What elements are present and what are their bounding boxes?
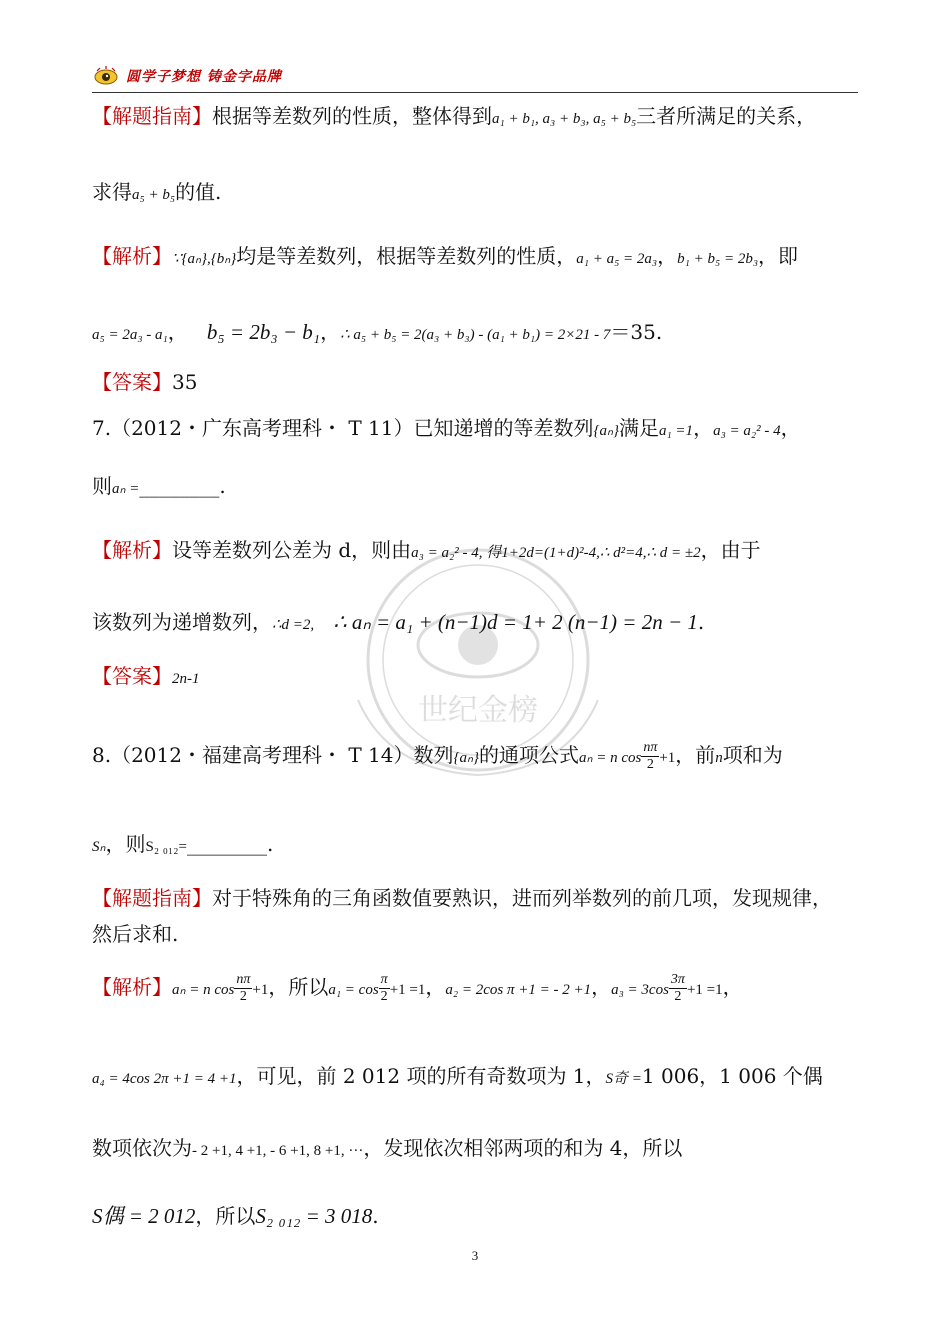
q6-guide-line-1: 【解题指南】根据等差数列的性质，整体得到a₁ + b₁, a₃ + b₃, a₅ + b₅三者所满足的关系， xyxy=(92,104,817,128)
q8-guide-line-1: 【解题指南】对于特殊角的三角函数值要熟识，进而列举数列的前几项，发现规律， xyxy=(92,886,832,910)
fraction: $\frac{n\pi}{2}$ xyxy=(643,740,658,773)
q7-solution-line-2: 该数列为递增数列，∴d =2, ∴ aₙ = a₁ + (n−1)d = 1+ 2 (n−1) = 2n − 1. xyxy=(92,610,705,634)
math-expr: a₁ + b₁, a₃ + b₃, a₅ + b₅ xyxy=(492,111,637,127)
page-header xyxy=(92,64,858,93)
solution-tag: 【解析】 xyxy=(92,975,172,1000)
q8-stem-line-1: 8.（2012・福建高考理科・ T 14）数列{aₙ}的通项公式aₙ = n cos $\frac{n\pi}{2}$ +1，前n项和为 xyxy=(92,740,783,773)
q8-stem-line-2: Sₙ，则S₂ ₀₁₂=________. xyxy=(92,832,274,856)
fraction: $\frac{n\pi}{2}$ xyxy=(236,972,251,1005)
q6-solution-line-2: a₅ = 2a₃ - a₁， b₅ = 2b₃ − b₁，∴ a₅ + b₅ = 2(a₃ + b₃) - (a₁ + b₁) = 2×21 - 7＝35. xyxy=(92,320,663,344)
q7-solution-line-1: 【解析】设等差数列公差为 d，则由a₃ = a₂² - 4, 得1+2d=(1+d)²-4,∴ d²=4,∴ d = ±2，由于 xyxy=(92,538,761,562)
q8-solution-line-1: 【解析】aₙ = n cos $\frac{n\pi}{2}$ +1，所以a₁ = cos $\frac{\pi}{2}$ +1 =1，a₂ = 2cos π +1 = - 2 +1，a₃ = 3cos $\frac{3\pi}{2}$ +1 =1， xyxy=(92,972,743,1005)
fraction: $\frac{3\pi}{2}$ xyxy=(670,972,685,1005)
guide-tag: 【解题指南】 xyxy=(92,104,212,128)
q8-solution-line-2: a₄ = 4cos 2π +1 = 4 +1，可见，前 2 012 项的所有奇数项为 1，S奇 =1 006，1 006 个偶 xyxy=(92,1064,823,1088)
fraction: $\frac{\pi}{2}$ xyxy=(380,972,388,1005)
answer-tag: 【答案】 xyxy=(92,664,172,688)
q8-solution-line-4: S偶 = 2 012，所以S₂ ₀₁₂ = 3 018. xyxy=(92,1204,379,1228)
watermark-text: 世纪金榜 xyxy=(418,693,538,728)
q7-answer: 【答案】2n-1 xyxy=(92,664,200,688)
guide-tag: 【解题指南】 xyxy=(92,886,212,910)
q8-guide-line-2: 然后求和. xyxy=(92,922,179,946)
q6-guide-line-2: 求得a₅ + b₅的值. xyxy=(92,180,222,204)
q7-stem-line-2: 则aₙ =________. xyxy=(92,474,226,498)
q6-answer: 【答案】35 xyxy=(92,370,198,394)
header-brand: 圆学子梦想 铸金字品牌 xyxy=(126,69,282,85)
answer-tag: 【答案】 xyxy=(92,370,172,394)
q6-solution-line-1: 【解析】∵{aₙ},{bₙ}均是等差数列，根据等差数列的性质，a₁ + a₅ = 2a₃，b₁ + b₅ = 2b₃，即 xyxy=(92,244,799,268)
eye-logo-icon xyxy=(94,66,118,86)
math-expr: a₅ + b₅ xyxy=(132,187,176,203)
page-number: 3 xyxy=(471,1248,479,1263)
solution-tag: 【解析】 xyxy=(92,244,172,268)
q8-solution-line-3: 数项依次为- 2 +1, 4 +1, - 6 +1, 8 +1, ···，发现依次相邻两项的和为 4，所以 xyxy=(92,1136,683,1160)
solution-tag: 【解析】 xyxy=(92,538,172,562)
q7-stem-line-1: 7.（2012・广东高考理科・ T 11）已知递增的等差数列{aₙ}满足a₁ =1，a₃ = a₂² - 4， xyxy=(92,416,801,440)
